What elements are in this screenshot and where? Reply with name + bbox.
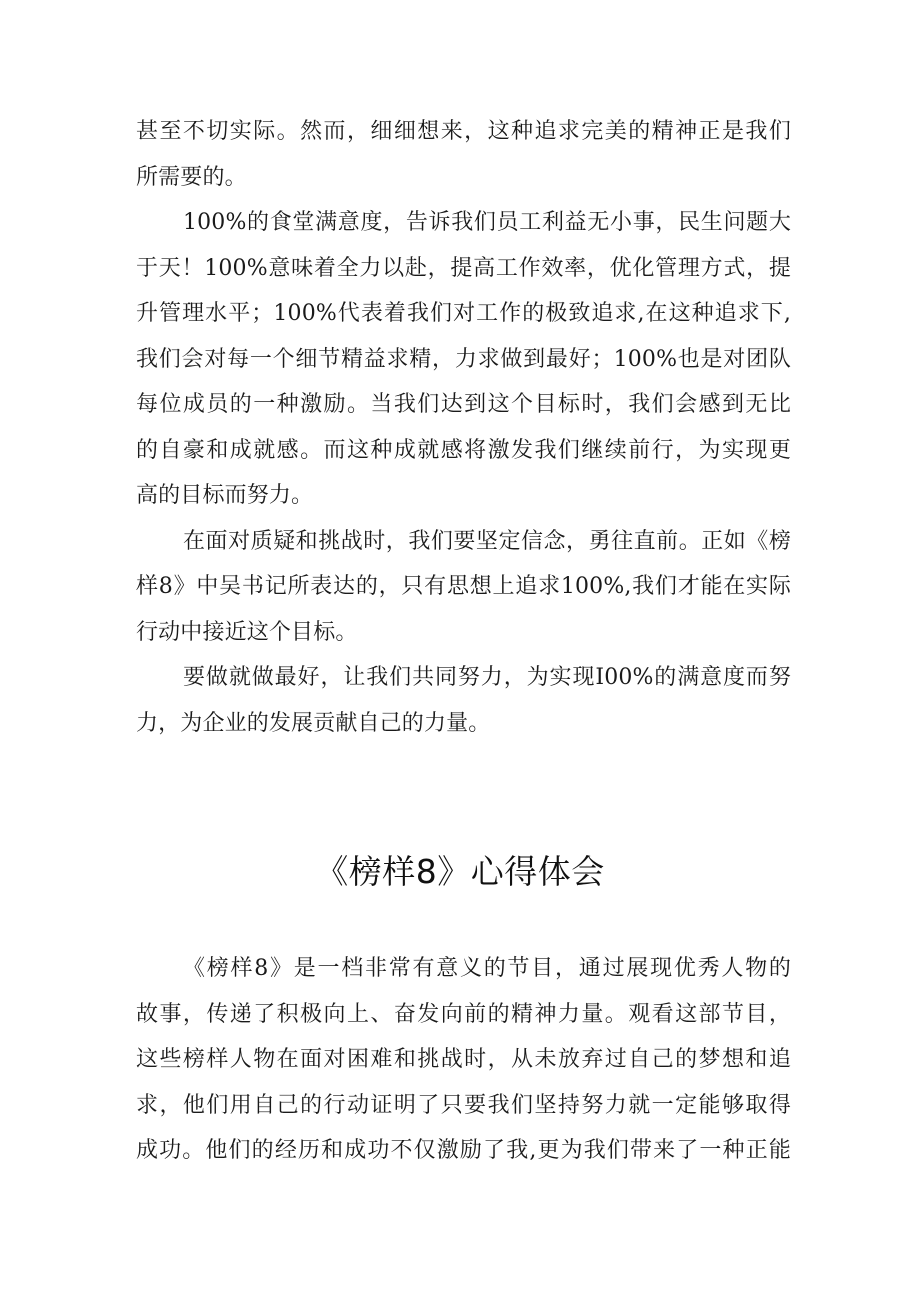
text-line: 样8》中吴书记所表达的，只有思想上追求100%,我们才能在实际 — [136, 574, 791, 599]
text-line: 成功。他们的经历和成功不仅激励了我,更为我们带来了一种正能 — [136, 1138, 791, 1163]
text-line: 每位成员的一种激励。当我们达到这个目标时，我们会感到无比 — [136, 392, 791, 417]
text-line: 升管理水平；100%代表着我们对工作的极致追求,在这种追求下, — [136, 301, 791, 326]
text-line: 所需要的。 — [136, 164, 247, 190]
text-line: 高的目标而努力。 — [136, 483, 314, 508]
bottom-text-block — [136, 946, 791, 1174]
text-line: 甚至不切实际。然而，细细想来，这种追求完美的精神正是我们 — [136, 119, 791, 144]
text-line: 力，为企业的发展贡献自己的力量。 — [136, 710, 491, 736]
text-line: 在面对质疑和挑战时，我们要坚定信念，勇往直前。正如《榜 — [183, 528, 791, 554]
text-line: 的自豪和成就感。而这种成就感将激发我们继续前行，为实现更 — [136, 437, 791, 463]
text-line: 《榜样8》是一档非常有意义的节目，通过展现优秀人物的 — [183, 956, 791, 981]
text-line: 100%的食堂满意度，告诉我们员工利益无小事，民生问题大 — [183, 210, 791, 235]
text-line: 故事，传递了积极向上、奋发向前的精神力量。观看这部节目， — [136, 1001, 791, 1027]
text-line: 求，他们用自己的行动证明了只要我们坚持努力就一定能够取得 — [136, 1092, 791, 1118]
top-text-block — [136, 109, 791, 746]
text-line: 于天！100%意味着全力以赴，提高工作效率，优化管理方式，提 — [136, 255, 791, 281]
text-line: 要做就做最好，让我们共同努力，为实现I00%的满意度而努 — [183, 665, 791, 690]
text-line: 我们会对每一个细节精益求精，力求做到最好；100%也是对团队 — [136, 346, 791, 372]
text-line: 行动中接近这个目标。 — [136, 619, 358, 645]
text-line: 这些榜样人物在面对困难和挑战时，从未放弃过自己的梦想和追 — [136, 1047, 791, 1072]
section-title: 《榜样8》心得体会 — [315, 852, 605, 891]
